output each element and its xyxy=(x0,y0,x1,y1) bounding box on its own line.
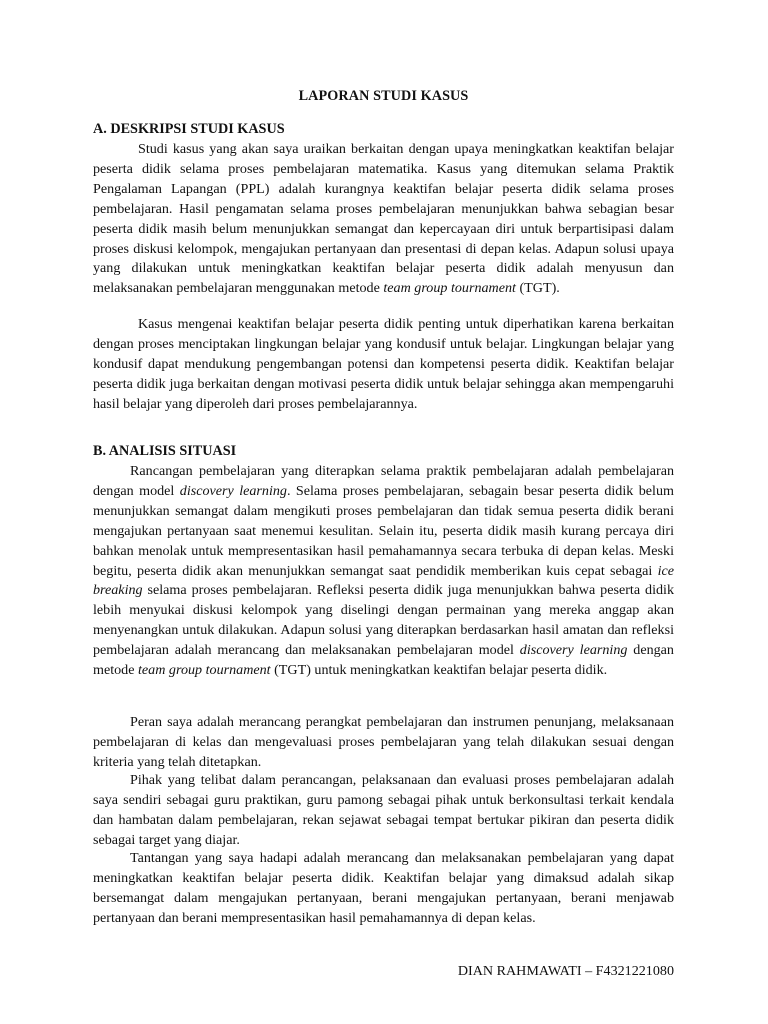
section-b-paragraph-4 xyxy=(93,849,674,929)
section-a-paragraph-1 xyxy=(93,140,674,299)
section-a-heading: A. DESKRIPSI STUDI KASUS xyxy=(93,121,285,137)
text-run: Kasus mengenai keaktifan belajar peserta didik penting untuk diperhatikan karena berkaitan dengan proses menciptakan lingkungan belajar yang kondusif untuk belajar. Lingkungan belajar yang kondusif dapat mendukung pengembangan potensi dan kompetensi peserta didik. Keaktifan belajar peserta didik juga berkaitan dengan motivasi peserta didik untuk belajar sehingga akan mempengaruhi hasil belajar yang diperoleh dari proses pembelajarannya. xyxy=(93,316,674,412)
text-run: . Selama proses pembelajaran, sebagain besar peserta didik belum menunjukkan semangat dalam mengikuti proses pembelajaran dan tidak semua peserta didik berani mengajukan pertanyaan saat menemui kesulitan. Selain itu, peserta didik masih kurang percaya diri bahkan menolak untuk mempresentasikan hasil pemahamannya secara terbuka di depan kelas. Meski begitu, peserta didik akan menunjukkan semangat saat pendidik memberikan kuis cepat sebagai xyxy=(93,482,674,579)
section-a-paragraph-2 xyxy=(93,315,674,415)
italic-term: ice breaking xyxy=(93,562,674,599)
document-title: LAPORAN STUDI KASUS xyxy=(298,88,469,104)
text-run: Pihak yang telibat dalam perancangan, pelaksanaan dan evaluasi proses pembelajaran adalah saya sendiri sebagai guru praktikan, guru pamong sebagai pihak untuk berkonsultasi terkait kendala dan hambatan dalam pembelajaran, rekan sejawat sebagai tempat bertukar pikiran dan peserta didik sebagai target yang diajar. xyxy=(93,772,674,848)
italic-term: discovery learning xyxy=(519,642,628,659)
text-run: Rancangan pembelajaran yang diterapkan selama praktik pembelajaran adalah pembelajaran dengan model xyxy=(93,463,674,499)
text-run: Peran saya adalah merancang perangkat pembelajaran dan instrumen penunjang, melaksanaan pembelajaran di kelas dan mengevaluasi proses pembelajaran yang telah dilakukan sesuai dengan kriteria yang telah ditetapkan. xyxy=(93,714,674,770)
text-run: Tantangan yang saya hadapi adalah merancang dan melaksanakan pembelajaran yang dapat meningkatkan keaktifan belajar peserta didik. Keaktifan belajar yang dimaksud adalah sikap bersemangat dalam mengajukan pertanyaan, berani mengajukan pertanyaan, berani menjawab pertanyaan dan berani mempresentasikan hasil pemahamannya di depan kelas. xyxy=(93,850,674,926)
text-run: Studi kasus yang akan saya uraikan berkaitan dengan upaya meningkatkan keaktifan belajar peserta didik selama proses pembelajaran matematika. Kasus yang ditemukan selama Praktik Pengalaman Lapangan (PPL) adalah kurangnya keaktifan belajar peserta didik selama proses pembelajaran. Hasil pengamatan selama proses pembelajaran menunjukkan bahwa sebagian besar peserta didik masih belum menunjukkan semangat dan kepercayaan diri untuk berpartisipasi dalam proses diskusi kelompok, mengajukan pertanyaan dan presentasi di depan kelas. Adapun solusi upaya yang dilakukan untuk meningkatkan keaktifan belajar peserta didik adalah menyusun dan melaksanakan pembelajaran menggunakan metode xyxy=(93,141,674,297)
italic-term: team group tournament xyxy=(138,662,271,679)
text-run: selama proses pembelajaran. Refleksi peserta didik juga menunjukkan bahwa peserta didik lebih menyukai diskusi kelompok yang diselingi dengan permainan yang mereka anggap akan menyenangkan untuk dilakukan. Adapun solusi yang diterapkan berdasarkan hasil amatan dan refleksi pembelajaran adalah merancang dan melaksanakan pembelajaran model xyxy=(93,582,674,659)
page-footer-author: DIAN RAHMAWATI – F4321221080 xyxy=(457,963,674,979)
text-run: (TGT) untuk meningkatkan keaktifan belajar peserta didik. xyxy=(270,662,608,679)
section-b-heading: B. ANALISIS SITUASI xyxy=(93,443,237,459)
section-b-paragraph-2 xyxy=(93,713,674,773)
text-run: (TGT). xyxy=(515,280,560,297)
italic-term: team group tournament xyxy=(383,280,516,297)
text-run: dengan metode xyxy=(93,642,674,679)
section-b-paragraph-1 xyxy=(93,462,674,681)
section-b-paragraph-3 xyxy=(93,771,674,851)
italic-term: discovery learning xyxy=(179,482,287,499)
